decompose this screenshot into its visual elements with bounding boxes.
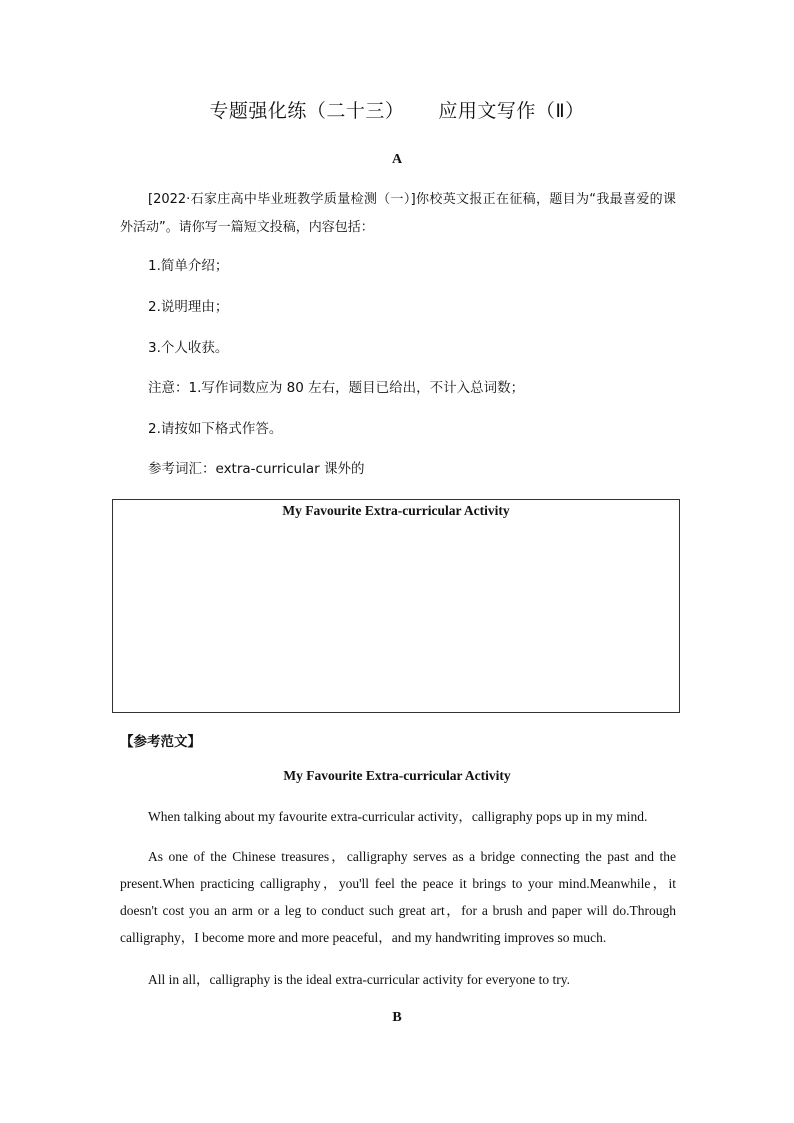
title-left: 专题强化练（二十三） <box>209 100 405 122</box>
prompt-item-2: 2.说明理由； <box>148 299 229 315</box>
answer-box[interactable] <box>112 499 680 713</box>
answer-box-title: My Favourite Extra-curricular Activity <box>282 503 510 518</box>
prompt-intro <box>120 185 676 241</box>
title-right: 应用文写作（Ⅱ） <box>438 100 585 122</box>
prompt-note-1: 注意：1.写作词数应为 80 左右，题目已给出，不计入总词数； <box>148 380 525 396</box>
essay-paragraph-2: As one of the Chinese treasures，calligraphy serves as a bridge connecting the past and the present.When practicing calligraphy，you'll feel the peace it brings to your mind.Meanwhile，it doesn't cost you an arm or a leg to conduct such great art，for a brush and paper will do.Through calligraphy，I become more and more peaceful，and my handwriting improves so much. <box>120 849 676 945</box>
page-title <box>0 96 794 123</box>
prompt-intro-text: [2022·石家庄高中毕业班教学质量检测（一）]你校英文报正在征稿，题目为“我最喜爱的课外活动”。请你写一篇短文投稿，内容包括： <box>120 192 676 235</box>
essay-title: My Favourite Extra-curricular Activity <box>283 768 511 783</box>
prompt-note-2: 2.请按如下格式作答。 <box>148 421 283 437</box>
reference-label: 【参考范文】 <box>120 734 201 750</box>
section-a-label: A <box>391 152 403 167</box>
prompt-item-1: 1.简单介绍； <box>148 258 229 274</box>
essay-paragraph-3: All in all，calligraphy is the ideal extra-curricular activity for everyone to try. <box>148 972 570 987</box>
section-b-label: B <box>392 1010 402 1025</box>
prompt-vocab: 参考词汇：extra-curricular 课外的 <box>148 461 365 477</box>
prompt-item-3: 3.个人收获。 <box>148 340 229 356</box>
essay-paragraph-1: When talking about my favourite extra-curricular activity，calligraphy pops up in my mind. <box>148 809 648 824</box>
